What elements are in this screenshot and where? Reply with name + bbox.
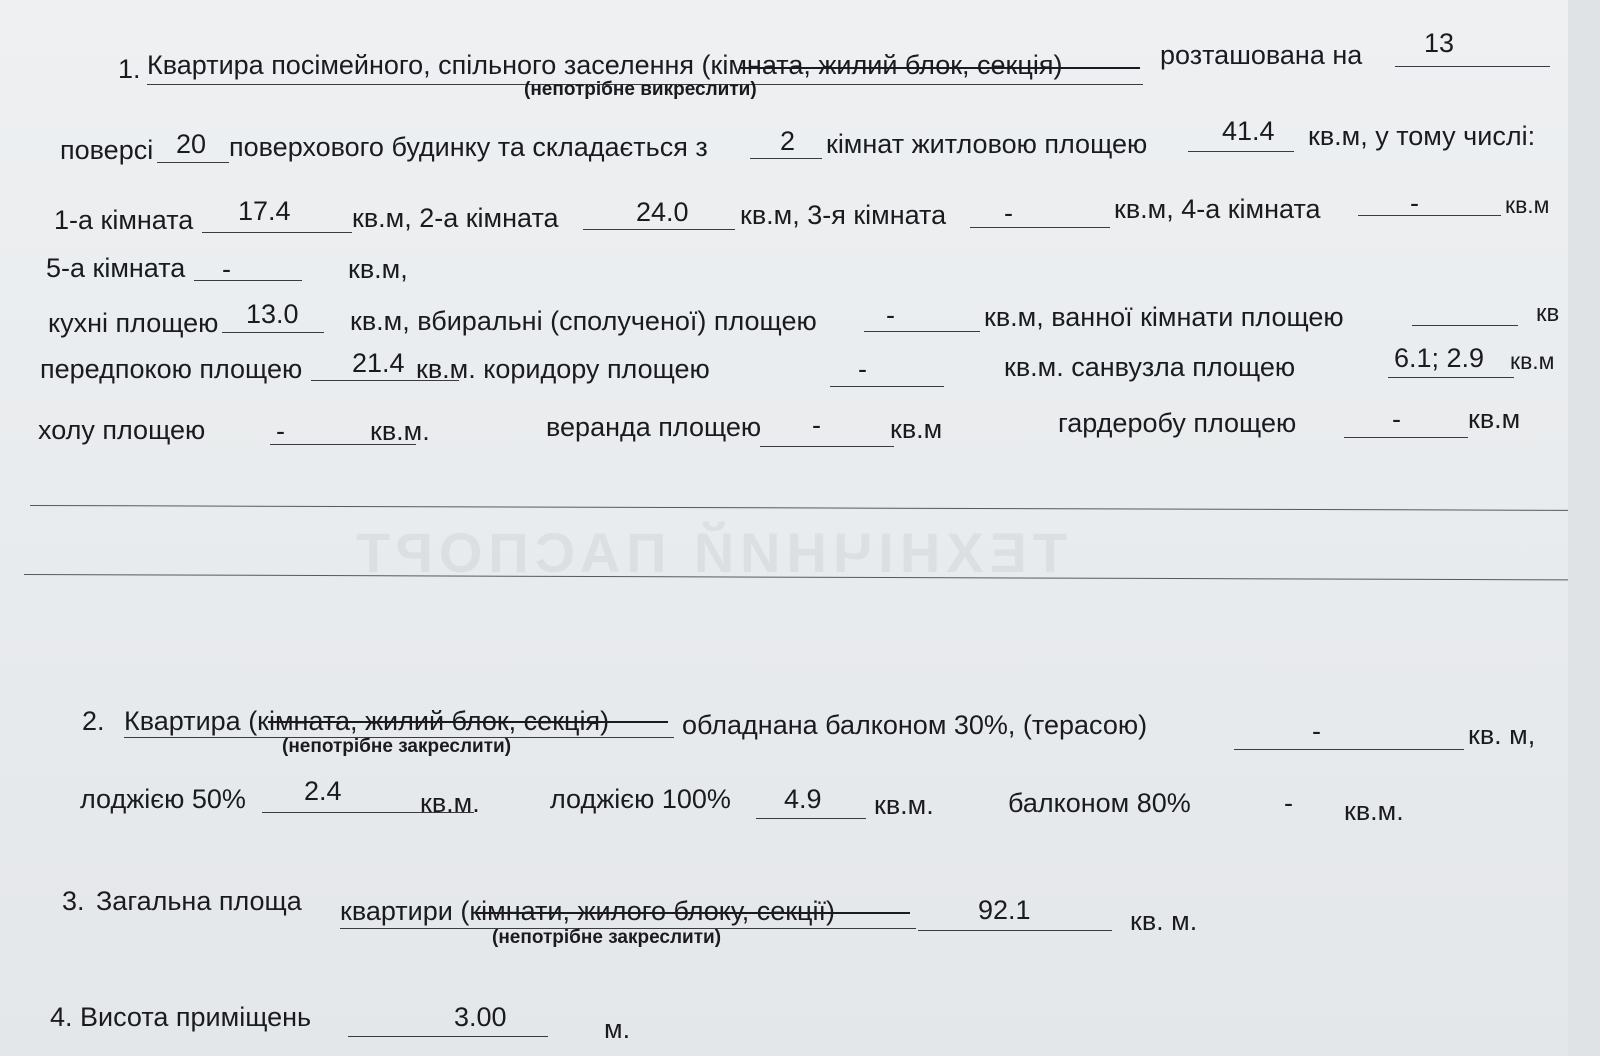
rooms-underline (750, 158, 822, 159)
veranda-unit: кв.м (890, 414, 943, 444)
bath-underline (1412, 325, 1518, 326)
living-area-value: 41.4 (1222, 116, 1275, 146)
room4-underline (1358, 215, 1501, 216)
floors-label: поверсі (60, 135, 154, 165)
room4-unit: кв.м (1505, 192, 1550, 218)
building-floors-value: 20 (176, 129, 207, 159)
building-floors-underline (157, 162, 229, 163)
living-area-underline (1188, 151, 1294, 152)
room5-unit: кв.м, (348, 254, 408, 284)
lobby-unit: кв.м. (370, 416, 430, 446)
balcony80-value: - (1284, 788, 1293, 818)
section2-note: (непотрібне закреслити) (282, 736, 512, 757)
wardrobe-underline (1344, 437, 1468, 438)
bath-unit: кв (1536, 300, 1560, 327)
height-unit: м. (604, 1014, 631, 1044)
section3-label: Загальна площа (96, 886, 302, 916)
room3-underline (970, 227, 1110, 228)
rooms-label: кімнат житловою площею (826, 129, 1148, 159)
room5-value: - (222, 254, 231, 284)
loggia100-label: лоджією 100% (550, 784, 731, 814)
wardrobe-value: - (1392, 404, 1401, 434)
bleed-through-heading: ТЕХНІЧНИЙ ПАСПОРТ (350, 521, 1068, 584)
floors-label-2: поверхового будинку та складається з (229, 132, 708, 162)
bath-label: кв.м, ванної кімнати площею (984, 302, 1344, 332)
wardrobe-unit: кв.м (1468, 404, 1521, 434)
sanuzel-label: кв.м. санвузла площею (1004, 352, 1296, 382)
section2-number: 2. (82, 706, 105, 736)
loggia100-unit: кв.м. (874, 790, 934, 820)
total-area-unit: кв. м. (1130, 906, 1198, 936)
wardrobe-label: гардеробу площею (1058, 408, 1297, 438)
loggia100-underline (756, 818, 866, 819)
kitchen-value: 13.0 (246, 299, 299, 329)
balcony30-underline (1234, 749, 1464, 750)
balcony30-label: обладнана балконом 30%, (терасою) (682, 710, 1148, 740)
living-area-unit: кв.м, у тому числі: (1308, 121, 1536, 151)
total-area-underline (918, 930, 1112, 931)
corridor-value: - (858, 354, 867, 384)
veranda-underline (760, 446, 894, 447)
sanuzel-value: 6.1; 2.9 (1394, 343, 1485, 373)
corridor-underline (830, 386, 944, 387)
section1-number: 1. (118, 54, 141, 84)
room4-value: - (1410, 188, 1419, 218)
hall-label: передпокою площею (40, 354, 303, 384)
kitchen-label: кухні площею (48, 308, 219, 338)
balcony80-unit: кв.м. (1344, 796, 1404, 826)
section4-label: 4. Висота приміщень (50, 1002, 312, 1032)
room3-label: кв.м, 3-я кімната (740, 200, 947, 230)
room2-underline (583, 229, 735, 230)
room4-label: кв.м, 4-а кімната (1114, 194, 1321, 224)
room5-label: 5-а кімната (46, 253, 186, 283)
section1-note: (непотрібне викреслити) (524, 79, 757, 100)
room2-value: 24.0 (636, 197, 689, 227)
room1-value: 17.4 (238, 196, 291, 226)
strikethrough (740, 67, 1140, 69)
hall-value: 21.4 (352, 348, 405, 378)
sanuzel-underline (1388, 377, 1514, 378)
section3-number: 3. (62, 886, 85, 916)
toilet-label: кв.м, вбиральні (сполученої) площею (350, 306, 817, 336)
floor-value: 13 (1424, 28, 1455, 58)
rooms-value: 2 (780, 126, 796, 156)
room3-value: - (1004, 198, 1013, 228)
room1-label: 1-а кімната (54, 205, 194, 235)
total-area-value: 92.1 (978, 895, 1031, 925)
veranda-label: веранда площею (546, 412, 762, 442)
lobby-value: - (276, 416, 285, 446)
section2-title: Квартира (кімната, жилий блок, секція) (124, 706, 610, 736)
height-value: 3.00 (454, 1002, 507, 1032)
corridor-label: кв.м. коридору площею (416, 354, 710, 384)
room1-underline (202, 232, 352, 233)
floor-label: розташована на (1160, 40, 1363, 70)
section3-object: квартири (кімнати, жилого блоку, секції) (340, 896, 836, 926)
room5-underline (194, 280, 302, 281)
loggia50-unit: кв.м. (420, 788, 480, 818)
sanuzel-unit: кв.м (1510, 348, 1555, 374)
balcony80-label: балконом 80% (1008, 788, 1191, 818)
floor-underline (1395, 66, 1550, 67)
section1-title: Квартира посімейного, спільного заселення (кімната, жилий блок, секція) (147, 50, 1063, 80)
toilet-value: - (886, 300, 895, 330)
veranda-value: - (812, 410, 821, 440)
balcony30-unit: кв. м, (1468, 720, 1536, 750)
blank-line-1 (30, 505, 1568, 511)
balcony30-value: - (1312, 716, 1321, 746)
lobby-label: холу площею (38, 415, 206, 445)
height-underline (348, 1036, 548, 1037)
strikethrough (268, 721, 668, 723)
loggia50-label: лоджією 50% (80, 784, 246, 814)
loggia100-value: 4.9 (784, 784, 822, 814)
room2-label: кв.м, 2-а кімната (352, 203, 559, 233)
toilet-underline (864, 331, 980, 332)
strikethrough (476, 912, 910, 914)
section3-note: (непотрібне закреслити) (492, 927, 722, 948)
loggia50-value: 2.4 (304, 776, 342, 806)
kitchen-underline (222, 332, 324, 333)
